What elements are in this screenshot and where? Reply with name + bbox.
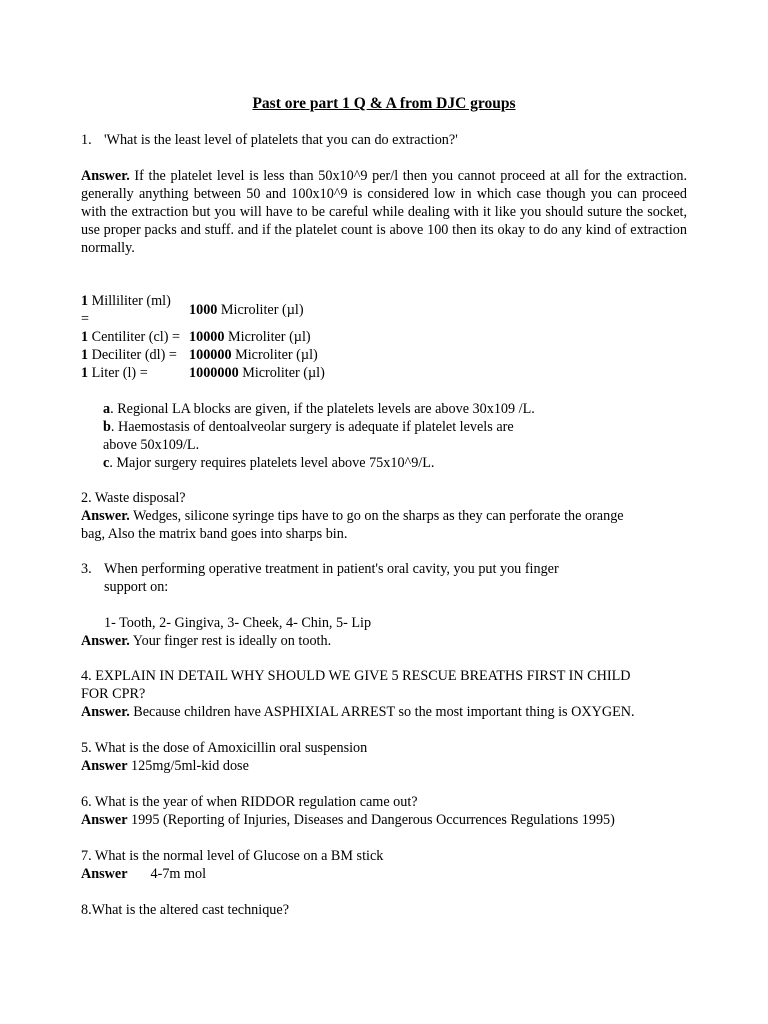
unit-row-milliliter (81, 292, 481, 327)
unit-name: Milliliter (ml) (91, 293, 171, 309)
unit-value: 1000 (189, 302, 218, 318)
unit-target: Microliter (µl) (242, 365, 325, 381)
note-text: . Regional LA blocks are given, if the platelets levels are above 30x109 /L. (110, 401, 535, 417)
question-text-continued: support on: (104, 579, 169, 595)
unit-name: Centiliter (cl) = (91, 329, 181, 345)
note-letter: c (103, 455, 110, 471)
answer-text-continued: bag, Also the matrix band goes into sharps bin. (81, 526, 348, 542)
question-4 (81, 667, 687, 703)
note-c (103, 454, 683, 472)
answer-6 (81, 811, 721, 829)
answer-label: Answer. (81, 168, 130, 184)
note-letter: b (103, 419, 111, 435)
answer-text: Wedges, silicone syringe tips have to go on the sharps as they can perforate the orange (133, 508, 624, 524)
answer-text: 4-7m mol (150, 866, 207, 882)
answer-text: If the platelet level is less than 50x10^9 per/l then you cannot proceed at all for the extraction. generally anything between 50 and 100x10^9 is considered low in which case though you can proceed with the extraction but you will have to be careful while dealing with it like you should suture the socket, use proper packs and stuff. and if the platelet count is above 100 then its okay to do any kind of extraction normally. (81, 168, 687, 256)
unit-row-deciliter (81, 346, 481, 364)
unit-name: Liter (l) = (91, 365, 148, 381)
question-text: 4. EXPLAIN IN DETAIL WHY SHOULD WE GIVE 5 RESCUE BREATHS FIRST IN CHILD (81, 668, 631, 684)
answer-label: Answer. (81, 508, 130, 524)
answer-label: Answer. (81, 704, 130, 720)
unit-value: 100000 (189, 347, 232, 363)
answer-label: Answer. (81, 633, 130, 649)
question-2: 2. Waste disposal? (81, 490, 186, 506)
unit-target: Microliter (µl) (235, 347, 318, 363)
answer-1 (81, 167, 687, 257)
question-text: 'What is the least level of platelets that you can do extraction?' (104, 132, 458, 148)
question-3 (81, 560, 687, 596)
note-letter: a (103, 401, 111, 417)
question-5: 5. What is the dose of Amoxicillin oral suspension (81, 740, 368, 756)
answer-3 (81, 632, 687, 650)
question-text: When performing operative treatment in patient's oral cavity, you put you finger (104, 561, 559, 577)
question-3-options: 1- Tooth, 2- Gingiva, 3- Cheek, 4- Chin, 5- Lip (104, 615, 372, 631)
answer-text: Your finger rest is ideally on tooth. (132, 633, 332, 649)
unit-count: 1 (81, 293, 89, 309)
answer-label: Answer (81, 812, 128, 828)
note-a (103, 400, 683, 418)
answer-label: Answer (81, 866, 128, 882)
answer-2 (81, 507, 687, 543)
unit-value: 10000 (189, 329, 225, 345)
unit-name: Deciliter (dl) = (91, 347, 177, 363)
unit-target: Microliter (µl) (228, 329, 311, 345)
question-1 (81, 131, 687, 149)
answer-5 (81, 757, 687, 775)
unit-count: 1 (81, 365, 89, 381)
answer-4 (81, 703, 721, 721)
answer-label: Answer (81, 758, 128, 774)
question-number: 3. (81, 561, 92, 577)
question-text-continued: FOR CPR? (81, 686, 146, 702)
question-6: 6. What is the year of when RIDDOR regulation came out? (81, 794, 418, 810)
unit-count: 1 (81, 329, 89, 345)
note-b (103, 418, 683, 436)
note-text: . Major surgery requires platelets level above 75x10^9/L. (109, 455, 435, 471)
unit-value: 1000000 (189, 365, 239, 381)
page-title: Past ore part 1 Q & A from DJC groups (252, 95, 516, 112)
answer-text: Because children have ASPHIXIAL ARREST so the most important thing is OXYGEN. (133, 704, 635, 720)
note-text: . Haemostasis of dentoalveolar surgery is adequate if platelet levels are (110, 419, 514, 435)
answer-text: 1995 (Reporting of Injuries, Diseases and Dangerous Occurrences Regulations 1995) (131, 812, 615, 828)
note-b-continued: above 50x109/L. (103, 437, 200, 453)
equals-sign: = (81, 311, 90, 327)
unit-row-centiliter (81, 328, 481, 346)
answer-7 (81, 865, 687, 883)
platelet-notes (103, 400, 683, 472)
unit-count: 1 (81, 347, 89, 363)
question-number: 1. (81, 132, 92, 148)
unit-row-liter (81, 364, 481, 382)
answer-text: 125mg/5ml-kid dose (131, 758, 249, 774)
question-7: 7. What is the normal level of Glucose on a BM stick (81, 848, 384, 864)
unit-target: Microliter (µl) (220, 302, 304, 318)
question-8: 8.What is the altered cast technique? (81, 902, 289, 918)
